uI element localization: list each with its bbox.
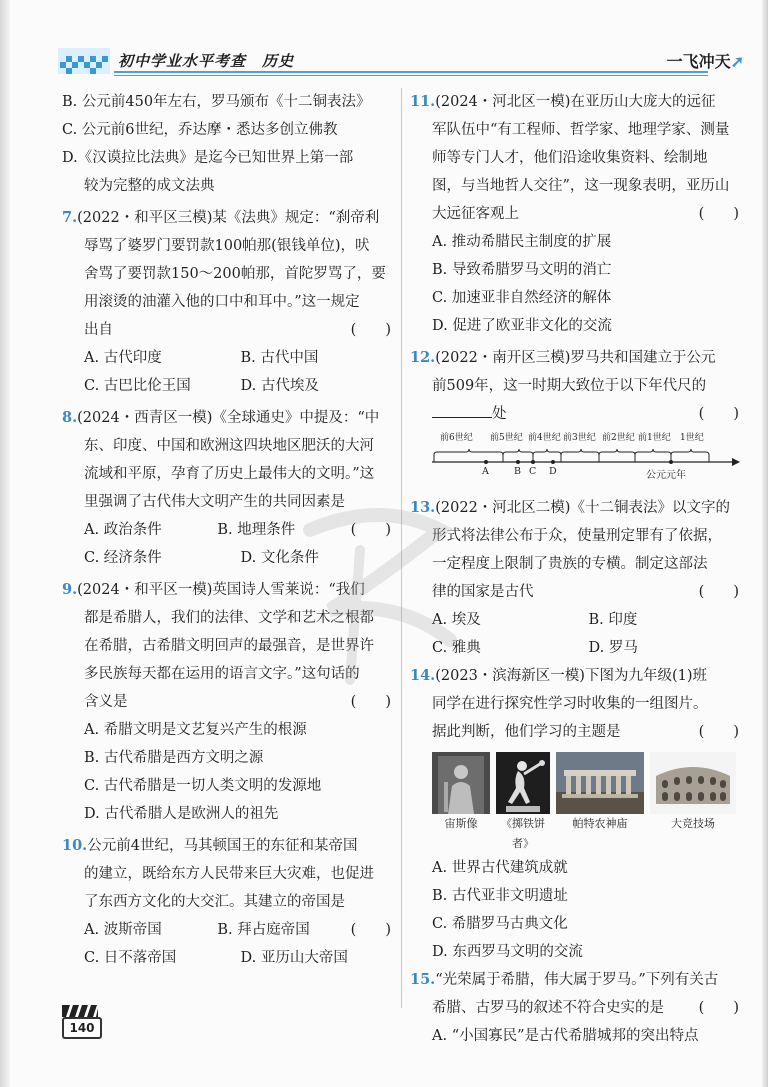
answer-blank[interactable] bbox=[432, 401, 492, 418]
question-text: “光荣属于希腊，伟大属于罗马。”下列有关古 bbox=[435, 972, 719, 988]
question-text: 含义是 bbox=[84, 694, 128, 710]
option-b[interactable]: B. 地理条件 bbox=[217, 522, 296, 538]
question-13 bbox=[410, 494, 745, 662]
option-line: C. 公元前6世纪，乔达摩・悉达多创立佛教 bbox=[62, 122, 338, 138]
option-c[interactable]: C. 古代希腊是一切人类文明的发源地 bbox=[84, 778, 322, 794]
photo-captions bbox=[410, 814, 745, 854]
answer-bracket[interactable]: ( ) bbox=[698, 206, 739, 222]
option-c[interactable]: C. 雅典 bbox=[432, 640, 481, 656]
option-a[interactable]: A. 推动希腊民主制度的扩展 bbox=[432, 234, 612, 250]
timeline-point-a[interactable]: A bbox=[482, 466, 489, 477]
caption-parthenon: 帕特农神庙 bbox=[572, 817, 628, 830]
question-8 bbox=[62, 404, 397, 572]
timeline-era-label: 公元元年 bbox=[646, 470, 686, 481]
question-text: 出自 bbox=[84, 322, 113, 338]
parthenon-image bbox=[556, 752, 644, 814]
question-number: 9. bbox=[62, 581, 78, 598]
page-header bbox=[58, 42, 758, 78]
column-divider bbox=[401, 88, 402, 1008]
answer-bracket[interactable]: ( ) bbox=[698, 724, 739, 740]
question-text: 舍骂了要罚款150～200帕那，首陀罗骂了，要 bbox=[84, 266, 386, 282]
timeline-label: 前1世纪 bbox=[638, 433, 671, 443]
answer-bracket[interactable]: ( ) bbox=[698, 1000, 739, 1016]
question-text: 军队伍中“有工程师、哲学家、地理学家、测量 bbox=[432, 122, 730, 138]
page-number: 140 bbox=[62, 1017, 102, 1039]
question-text: (2022・和平区三模)某《法典》规定：“刹帝利 bbox=[77, 210, 380, 226]
option-c[interactable]: C. 经济条件 bbox=[84, 550, 162, 566]
question-9 bbox=[62, 576, 397, 828]
question-text: 公元前4世纪，马其顿国王的东征和某帝国 bbox=[87, 838, 358, 854]
question-number: 12. bbox=[410, 349, 436, 366]
question-text: 处 bbox=[492, 406, 507, 422]
question-text: 图，与当地哲人交往”，这一现象表明，亚历山 bbox=[432, 178, 730, 194]
option-a[interactable]: A. 希腊文明是文艺复兴产生的根源 bbox=[84, 722, 307, 738]
option-line: B. 公元前450年左右，罗马颁布《十二铜表法》 bbox=[62, 94, 371, 110]
question-text: 的建立，既给东方人民带来巨大灾难，也促进 bbox=[84, 866, 374, 882]
timeline-point-d[interactable]: D bbox=[549, 466, 557, 477]
question-10 bbox=[62, 832, 397, 972]
option-c[interactable]: C. 古巴比伦王国 bbox=[84, 378, 191, 394]
discobolus-image bbox=[496, 752, 550, 814]
page-number-stripes-icon bbox=[62, 1005, 98, 1017]
option-d[interactable]: D. 古代埃及 bbox=[240, 378, 319, 394]
timeline-label: 1世纪 bbox=[680, 433, 704, 443]
header-rule bbox=[114, 71, 708, 73]
answer-bracket[interactable]: ( ) bbox=[350, 522, 391, 538]
caption-colosseum: 大竞技场 bbox=[671, 817, 715, 830]
caption-discobolus: 《掷铁饼者》 bbox=[501, 817, 545, 850]
header-rule-thin bbox=[114, 75, 708, 76]
question-text: (2022・南开区三模)罗马共和国建立于公元 bbox=[435, 350, 716, 366]
option-b[interactable]: B. 拜占庭帝国 bbox=[217, 922, 310, 938]
answer-bracket[interactable]: ( ) bbox=[698, 584, 739, 600]
timeline-label: 前5世纪 bbox=[490, 433, 523, 443]
timeline-label: 前4世纪 bbox=[528, 433, 561, 443]
timeline-point-c[interactable]: C bbox=[529, 466, 537, 477]
question-number: 10. bbox=[62, 837, 88, 854]
question-text: 形式将法律公布于众，使量刑定罪有了依据， bbox=[432, 528, 722, 544]
question-6-tail bbox=[62, 88, 397, 200]
question-text: (2024・和平区一模)英国诗人雪莱说：“我们 bbox=[77, 582, 365, 598]
question-text: 同学在进行探究性学习时收集的一组图片。 bbox=[432, 696, 708, 712]
zeus-statue-image bbox=[432, 752, 490, 814]
option-a[interactable]: A. 世界古代建筑成就 bbox=[432, 860, 568, 876]
header-brand: 一飞冲天➚ bbox=[666, 52, 744, 71]
page-shadow-right bbox=[762, 0, 768, 1087]
question-text: 希腊、古罗马的叙述不符合史实的是 bbox=[432, 1000, 664, 1016]
option-b[interactable]: B. 古代亚非文明遗址 bbox=[432, 888, 568, 904]
option-c[interactable]: C. 加速亚非自然经济的解体 bbox=[432, 290, 612, 306]
option-d[interactable]: D. 文化条件 bbox=[240, 550, 319, 566]
option-line: 较为完整的成文法典 bbox=[84, 178, 215, 194]
page-shadow-left bbox=[0, 0, 10, 1087]
option-d[interactable]: D. 东西罗马文明的交流 bbox=[432, 944, 583, 960]
option-d[interactable]: D. 亚历山大帝国 bbox=[240, 950, 348, 966]
timeline-label: 前2世纪 bbox=[602, 433, 635, 443]
question-text: 辱骂了婆罗门要罚款100帕那(银钱单位)，吠 bbox=[84, 238, 370, 254]
question-text: 大远征客观上 bbox=[432, 206, 519, 222]
question-text: (2022・河北区二模)《十二铜表法》以文字的 bbox=[435, 500, 730, 516]
option-b[interactable]: B. 古代中国 bbox=[240, 350, 319, 366]
option-d[interactable]: D. 古代希腊人是欧洲人的祖先 bbox=[84, 806, 279, 822]
question-text: (2024・河北区一模)在亚历山大庞大的远征 bbox=[435, 94, 716, 110]
question-text: 一定程度上限制了贵族的专横。制定这部法 bbox=[432, 556, 708, 572]
option-line: D.《汉谟拉比法典》是迄今已知世界上第一部 bbox=[62, 150, 354, 166]
question-14 bbox=[410, 662, 745, 966]
question-text: 据此判断，他们学习的主题是 bbox=[432, 724, 621, 740]
timeline bbox=[410, 430, 745, 494]
question-number: 8. bbox=[62, 409, 78, 426]
answer-bracket[interactable]: ( ) bbox=[698, 406, 739, 422]
option-b[interactable]: B. 印度 bbox=[588, 612, 638, 628]
option-a[interactable]: A. 政治条件 bbox=[84, 522, 162, 538]
option-c[interactable]: C. 希腊罗马古典文化 bbox=[432, 916, 568, 932]
question-number: 7. bbox=[62, 209, 78, 226]
answer-bracket[interactable]: ( ) bbox=[350, 322, 391, 338]
left-column bbox=[62, 88, 397, 972]
question-text: 流域和平原，孕育了历史上最伟大的文明。”这 bbox=[84, 466, 375, 482]
question-text: 用滚烫的油灌入他的口中和耳中。”这一规定 bbox=[84, 294, 360, 310]
question-text: (2024・西青区一模)《全球通史》中提及：“中 bbox=[77, 410, 380, 426]
header-checker-icon bbox=[58, 48, 110, 74]
colosseum-image bbox=[650, 752, 736, 814]
question-7 bbox=[62, 204, 397, 400]
option-c[interactable]: C. 日不落帝国 bbox=[84, 950, 177, 966]
question-number: 13. bbox=[410, 499, 436, 516]
page-number-badge bbox=[60, 1005, 98, 1035]
option-a[interactable]: A. 波斯帝国 bbox=[84, 922, 162, 938]
question-text: 多民族每天都在运用的语言文字。”这句话的 bbox=[84, 666, 360, 682]
timeline-axis bbox=[432, 438, 742, 478]
right-column bbox=[410, 88, 745, 1050]
option-b[interactable]: B. 古代希腊是西方文明之源 bbox=[84, 750, 264, 766]
question-text: 里强调了古代伟大文明产生的共同因素是 bbox=[84, 494, 345, 510]
question-text: (2023・滨海新区一模)下图为九年级(1)班 bbox=[435, 668, 707, 684]
option-a[interactable]: A. 古代印度 bbox=[84, 350, 162, 366]
answer-bracket[interactable]: ( ) bbox=[350, 694, 391, 710]
caption-zeus: 宙斯像 bbox=[444, 817, 478, 830]
question-text: 都是希腊人，我们的法律、文学和艺术之根都 bbox=[84, 610, 374, 626]
option-a[interactable]: A. 埃及 bbox=[432, 612, 481, 628]
question-number: 15. bbox=[410, 971, 436, 988]
answer-bracket[interactable]: ( ) bbox=[350, 922, 391, 938]
option-a[interactable]: A. “小国寡民”是古代希腊城邦的突出特点 bbox=[432, 1028, 699, 1044]
question-11 bbox=[410, 88, 745, 340]
photo-strip bbox=[410, 752, 745, 814]
question-text: 律的国家是古代 bbox=[432, 584, 534, 600]
question-text: 师等专门人才，他们沿途收集资料、绘制地 bbox=[432, 150, 708, 166]
timeline-label: 前6世纪 bbox=[440, 433, 473, 443]
question-text: 了东西方文化的大交汇。其建立的帝国是 bbox=[84, 894, 345, 910]
question-15 bbox=[410, 966, 745, 1050]
question-text: 前509年，这一时期大致位于以下年代尺的 bbox=[432, 378, 707, 394]
header-title: 初中学业水平考查 历史 bbox=[118, 52, 295, 70]
timeline-label: 前3世纪 bbox=[563, 433, 596, 443]
option-d[interactable]: D. 促进了欧亚非文化的交流 bbox=[432, 318, 612, 334]
option-b[interactable]: B. 导致希腊罗马文明的消亡 bbox=[432, 262, 612, 278]
timeline-point-b[interactable]: B bbox=[514, 466, 521, 477]
question-number: 11. bbox=[410, 93, 436, 110]
question-text: 在希腊，古希腊文明回声的最强音，是世界许 bbox=[84, 638, 374, 654]
option-d[interactable]: D. 罗马 bbox=[588, 640, 638, 656]
question-text: 东、印度、中国和欧洲这四块地区肥沃的大河 bbox=[84, 438, 374, 454]
question-number: 14. bbox=[410, 667, 436, 684]
question-12 bbox=[410, 344, 745, 494]
